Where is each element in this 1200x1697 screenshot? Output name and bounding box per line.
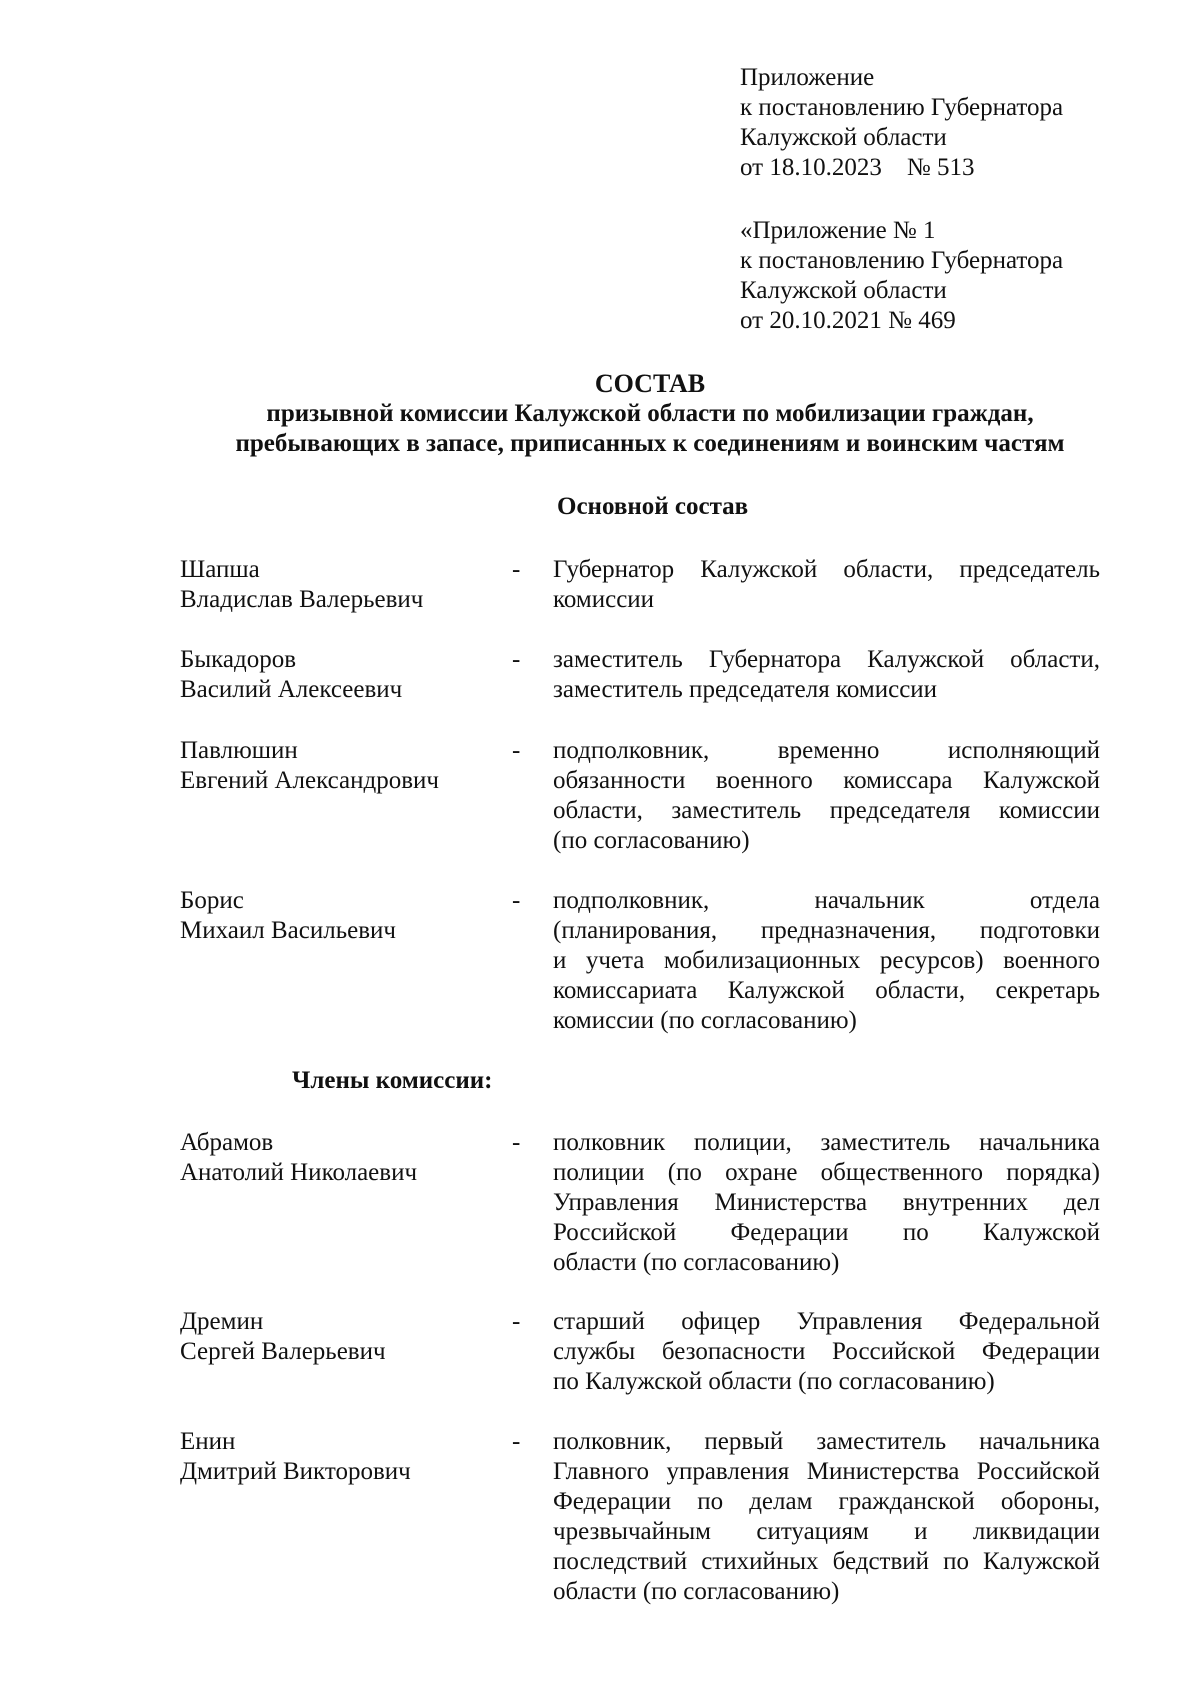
position-line: области (по согласованию) — [553, 1249, 840, 1276]
annex-date-line: от 18.10.2023 № 513 — [740, 154, 975, 181]
member-surname: Борис — [180, 887, 244, 914]
member-name — [180, 1128, 500, 1188]
position-line: службы безопасности Российской Федерации — [553, 1338, 1100, 1365]
separator-dash: - — [512, 1428, 521, 1455]
member-surname: Дремин — [180, 1308, 264, 1335]
position-line: комиссии (по согласованию) — [553, 1007, 857, 1034]
position-line: комиссии — [553, 586, 655, 613]
main-section-title: Основной состав — [557, 493, 749, 520]
member-name — [180, 555, 500, 615]
annex-line: Калужской области — [740, 124, 947, 151]
position-line: и учета мобилизационных ресурсов) военного — [553, 947, 1100, 974]
position-line: Российской Федерации по Калужской — [553, 1219, 1100, 1246]
document-title — [150, 369, 1150, 459]
member-surname: Шапша — [180, 556, 260, 583]
member-position — [553, 1128, 1100, 1278]
separator-dash: - — [512, 887, 521, 914]
position-line: полковник полиции, заместитель начальника — [553, 1129, 1100, 1156]
members-section-title: Члены комиссии: — [292, 1067, 493, 1094]
member-surname: Енин — [180, 1428, 236, 1455]
position-line: Главного управления Министерства Российской — [553, 1458, 1100, 1485]
position-line: по Калужской области (по согласованию) — [553, 1368, 995, 1395]
member-position — [553, 1427, 1100, 1607]
member-given-name: Дмитрий Викторович — [180, 1458, 411, 1485]
position-line: Губернатор Калужской области, председатель — [553, 556, 1100, 583]
position-line: области, заместитель председателя комиссии — [553, 797, 1100, 824]
annex-date-line: от 20.10.2021 № 469 — [740, 307, 956, 334]
separator-dash: - — [512, 737, 521, 764]
member-given-name: Василий Алексеевич — [180, 676, 403, 703]
annex-line: Калужской области — [740, 277, 947, 304]
annex-line: к постановлению Губернатора — [740, 94, 1064, 121]
member-position — [553, 736, 1100, 856]
member-name — [180, 645, 500, 705]
position-line: Управления Министерства внутренних дел — [553, 1189, 1100, 1216]
title-line: пребывающих в запасе, приписанных к соединениям и воинским частям — [235, 430, 1065, 457]
position-line: полковник, первый заместитель начальника — [553, 1428, 1100, 1455]
member-position — [553, 645, 1100, 705]
position-line: подполковник, начальник отдела — [553, 887, 1100, 914]
position-line: Федерации по делам гражданской обороны, — [553, 1488, 1100, 1515]
annex-header-original — [740, 216, 1180, 336]
member-given-name: Анатолий Николаевич — [180, 1159, 418, 1186]
annex-line: к постановлению Губернатора — [740, 247, 1064, 274]
title-line: призывной комиссии Калужской области по мобилизации граждан, — [266, 400, 1034, 427]
member-name — [180, 1307, 500, 1367]
member-position — [553, 555, 1100, 615]
member-given-name: Евгений Александрович — [180, 767, 439, 794]
position-line: подполковник, временно исполняющий — [553, 737, 1100, 764]
position-line: комиссариата Калужской области, секретарь — [553, 977, 1100, 1004]
member-given-name: Сергей Валерьевич — [180, 1338, 386, 1365]
member-position — [553, 1307, 1100, 1397]
member-name — [180, 886, 500, 946]
annex-line: «Приложение № 1 — [740, 217, 936, 244]
position-line: старший офицер Управления Федеральной — [553, 1308, 1100, 1335]
separator-dash: - — [512, 556, 521, 583]
position-line: заместитель Губернатора Калужской области, — [553, 646, 1100, 673]
member-name — [180, 736, 500, 796]
position-line: чрезвычайным ситуациям и ликвидации — [553, 1518, 1100, 1545]
position-line: (планирования, предназначения, подготовки — [553, 917, 1100, 944]
position-line: заместитель председателя комиссии — [553, 676, 938, 703]
annex-line: Приложение — [740, 64, 875, 91]
position-line: (по согласованию) — [553, 827, 750, 854]
separator-dash: - — [512, 646, 521, 673]
member-given-name: Владислав Валерьевич — [180, 586, 424, 613]
member-surname: Быкадоров — [180, 646, 297, 673]
position-line: обязанности военного комиссара Калужской — [553, 767, 1100, 794]
position-line: последствий стихийных бедствий по Калужской — [553, 1548, 1100, 1575]
member-given-name: Михаил Васильевич — [180, 917, 396, 944]
title-heading: СОСТАВ — [594, 369, 706, 398]
member-surname: Абрамов — [180, 1129, 274, 1156]
position-line: полиции (по охране общественного порядка) — [553, 1159, 1100, 1186]
separator-dash: - — [512, 1308, 521, 1335]
annex-header-current — [740, 63, 1180, 183]
position-line: области (по согласованию) — [553, 1578, 840, 1605]
member-surname: Павлюшин — [180, 737, 298, 764]
separator-dash: - — [512, 1129, 521, 1156]
member-position — [553, 886, 1100, 1036]
member-name — [180, 1427, 500, 1487]
